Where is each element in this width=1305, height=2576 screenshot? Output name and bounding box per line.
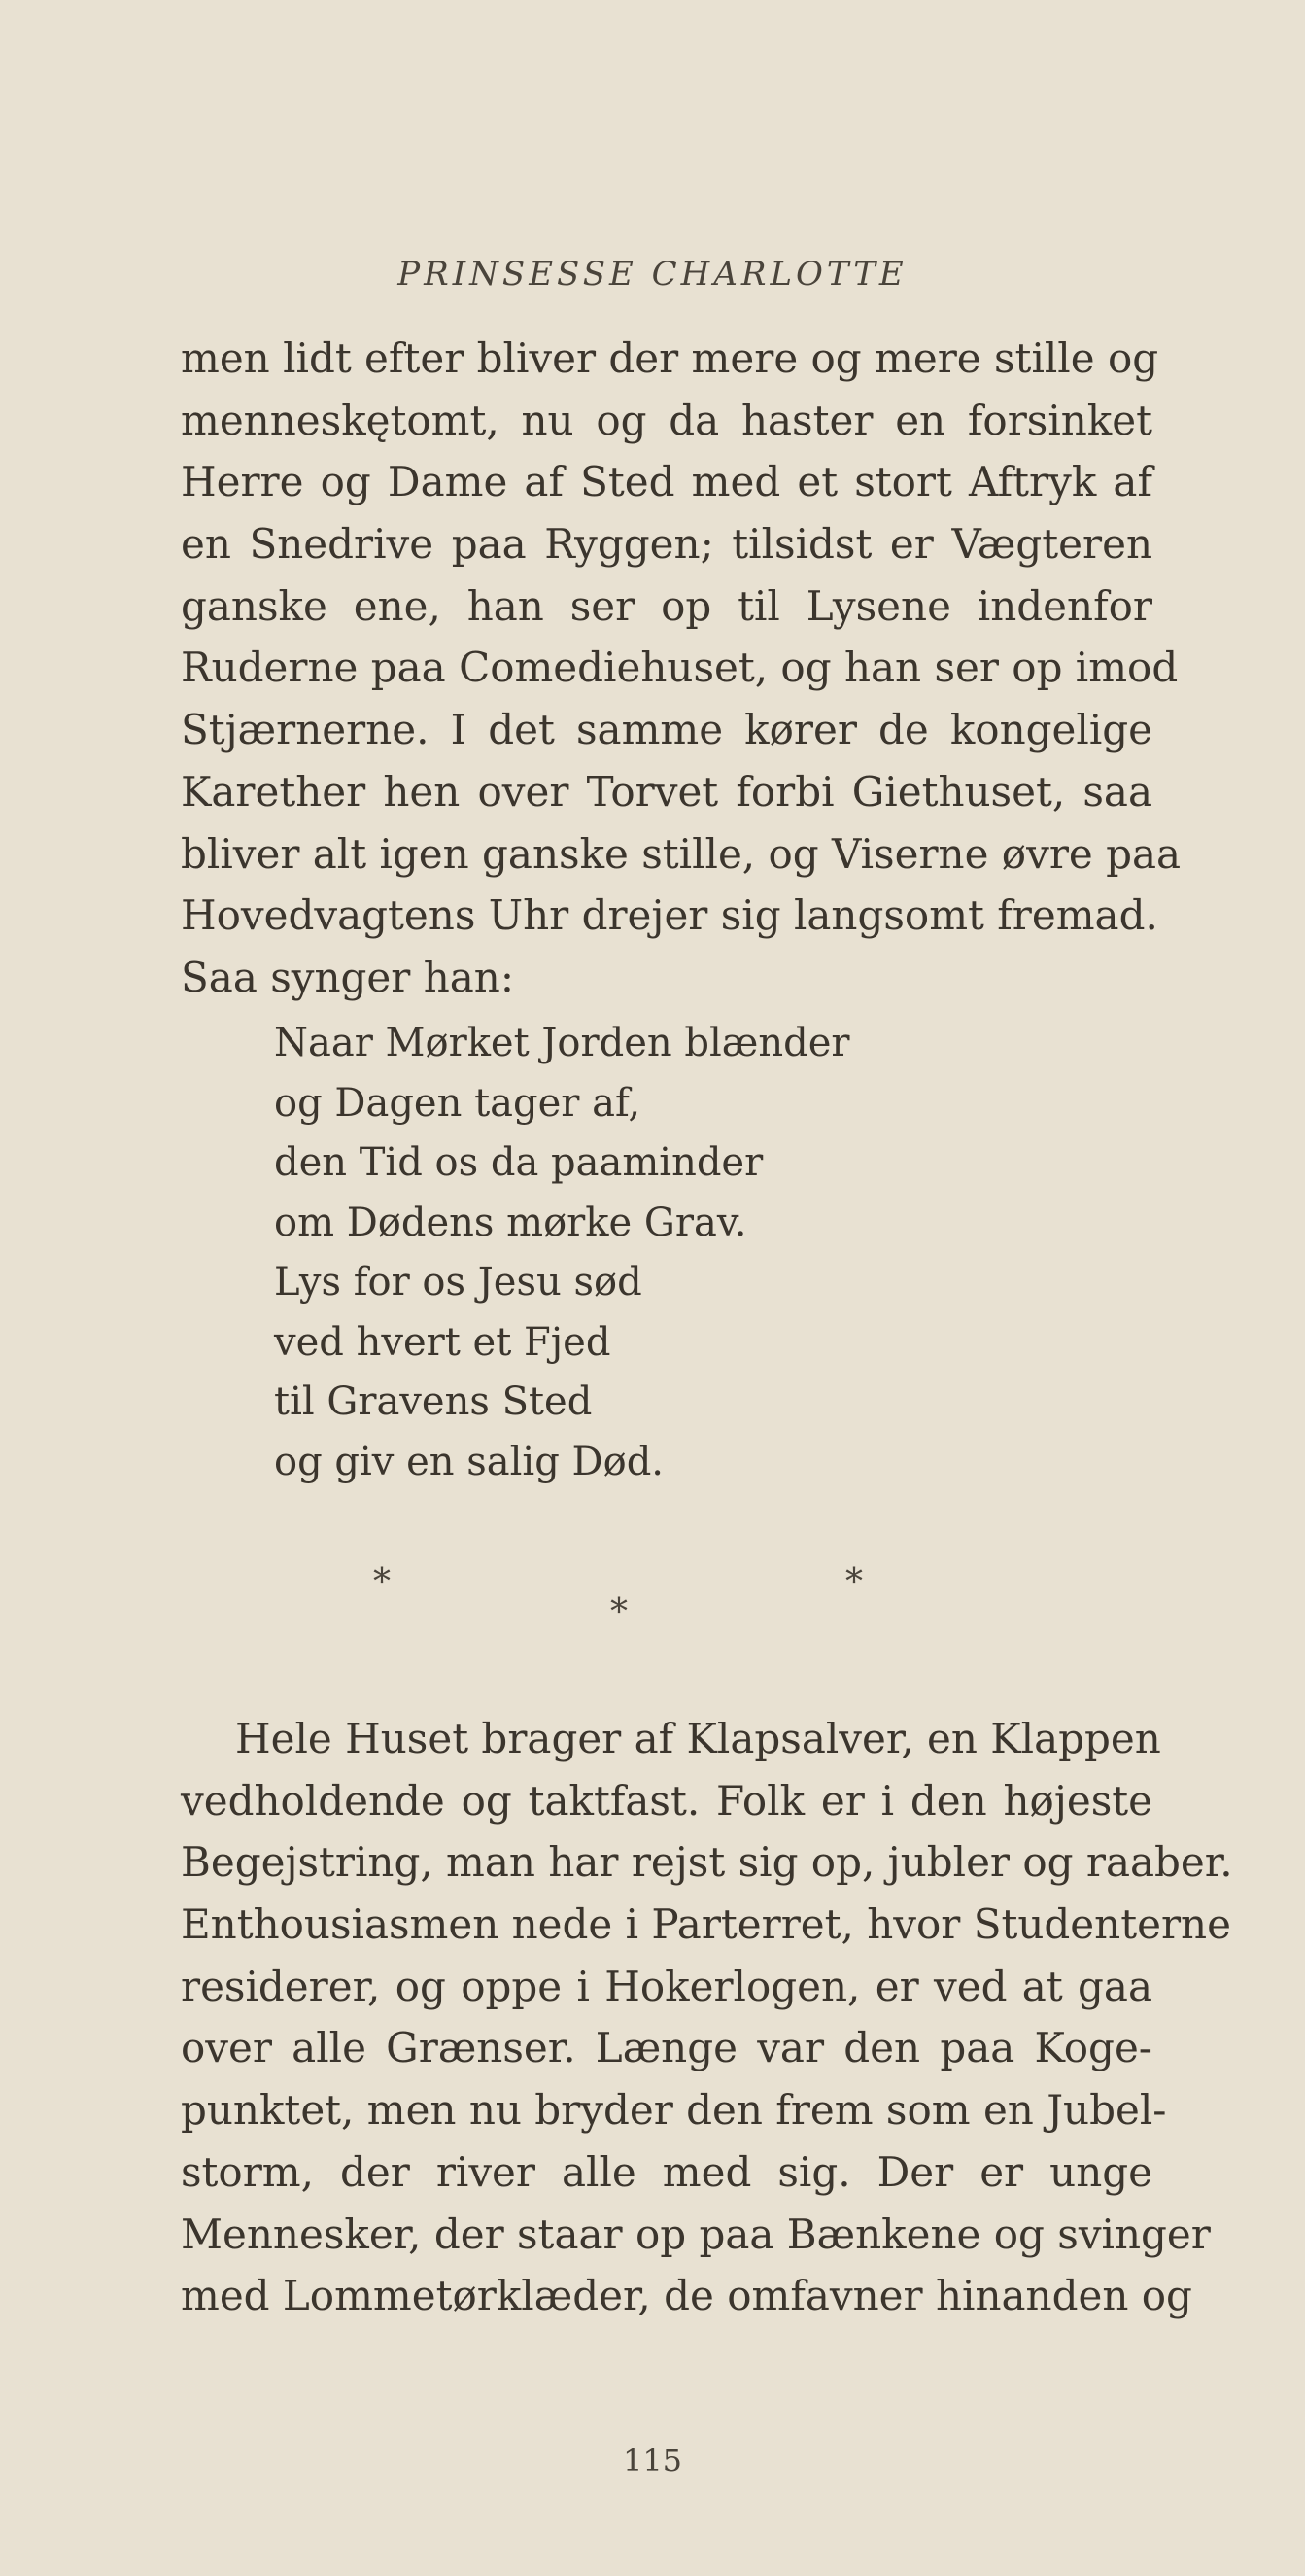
- text-line: residerer, og oppe i Hokerlogen, er ved at gaa: [181, 1962, 1152, 2010]
- prose-block-1: [181, 328, 1182, 1009]
- text-line: ganske ene, han ser op til Lysene indenfor: [181, 581, 1152, 630]
- separator-asterisk: *: [373, 1562, 391, 1602]
- text-line: menneskętomt, nu og da haster en forsinket: [181, 396, 1152, 444]
- text-line: men lidt efter bliver der mere og mere stille og: [181, 334, 1159, 382]
- verse-line: ved hvert et Fjed: [274, 1319, 611, 1365]
- page-number: 115: [622, 2442, 683, 2479]
- text-line: Stjærnerne. I det samme kører de kongelige: [181, 706, 1152, 754]
- text-line: over alle Grænser. Længe var den paa Koge-: [181, 2024, 1152, 2072]
- verse-line: om Dødens mørke Grav.: [274, 1200, 747, 1245]
- text-line: Begejstring, man har rejst sig op, jubler og raaber.: [181, 1838, 1233, 1887]
- separator-asterisk: *: [845, 1562, 863, 1602]
- text-line: vedholdende og taktfast. Folk er i den højeste: [181, 1776, 1152, 1825]
- text-line: Mennesker, der staar op paa Bænkene og svinger: [181, 2210, 1211, 2258]
- text-line: Karether hen over Torvet forbi Giethuset, saa: [181, 767, 1152, 816]
- verse-line: Lys for os Jesu sød: [274, 1260, 642, 1305]
- running-header: PRINSESSE CHARLOTTE: [397, 255, 908, 294]
- verse-line: til Gravens Sted: [274, 1379, 593, 1424]
- verse-line: og Dagen tager af,: [274, 1080, 641, 1126]
- verse-line: Naar Mørket Jorden blænder: [274, 1021, 850, 1065]
- text-line: storm, der river alle med sig. Der er unge: [181, 2147, 1152, 2196]
- prose-block-2: [181, 1708, 1233, 2327]
- text-line: Enthousiasmen nede i Parterret, hvor Studenterne: [181, 1900, 1231, 1949]
- text-line: Hele Huset brager af Klapsalver, en Klappen: [235, 1715, 1161, 1762]
- text-line: Herre og Dame af Sted med et stort Aftryk af: [181, 458, 1152, 506]
- separator-asterisk: *: [610, 1592, 628, 1632]
- verse-line: og giv en salig Død.: [274, 1439, 665, 1484]
- text-line: med Lommetørklæder, de omfavner hinanden og: [181, 2272, 1192, 2320]
- text-line: Saa synger han:: [181, 953, 514, 1001]
- text-line: en Snedrive paa Ryggen; tilsidst er Vægteren: [181, 520, 1152, 569]
- text-line: punktet, men nu bryder den frem som en Jubel-: [181, 2086, 1167, 2135]
- verse-line: den Tid os da paaminder: [274, 1140, 764, 1185]
- text-line: Ruderne paa Comediehuset, og han ser op imod: [181, 644, 1179, 692]
- text-line: Hovedvagtens Uhr drejer sig langsomt fremad.: [181, 891, 1158, 940]
- hymn-verse: [274, 1014, 1149, 1492]
- text-line: bliver alt igen ganske stille, og Viserne øvre paa: [181, 829, 1182, 878]
